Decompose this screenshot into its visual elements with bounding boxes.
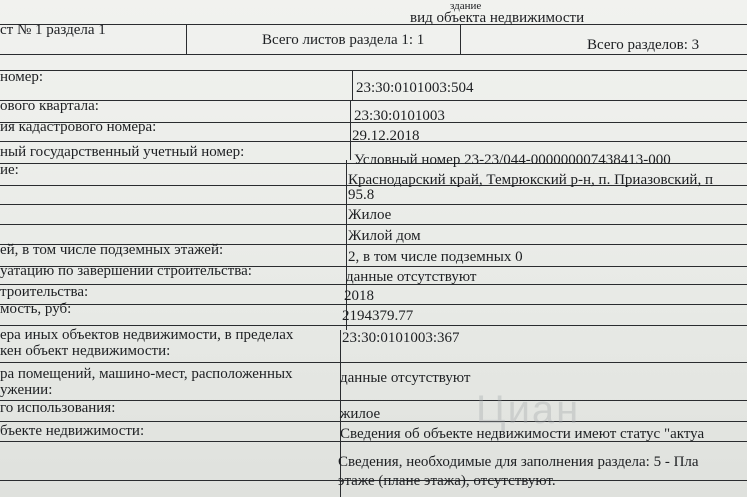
row-label: ный государственный учетный номер:: [0, 144, 245, 160]
row-label-line: ра помещений, машино-мест, расположенных: [0, 366, 293, 382]
purpose-value: Жилое: [348, 207, 392, 223]
header-top-fragment: здание: [450, 0, 482, 12]
cadastral-number-value: 23:30:0101003:504: [356, 80, 474, 96]
row-label: номер:: [0, 69, 44, 85]
section-info-line: этаже (плане этажа), отсутствуют.: [338, 473, 556, 489]
address-value: Краснодарский край, Темрюкский р-н, п. Приазовский, п: [348, 172, 713, 188]
construction-year-value: 2018: [344, 288, 374, 304]
sheet-number: ст № 1 раздела 1: [0, 22, 106, 38]
rule: [0, 54, 747, 55]
status-value: Сведения об объекте недвижимости имеют статус "актуа: [340, 426, 705, 442]
watermark-logo: Циан: [476, 388, 581, 432]
total-sheets: Всего листов раздела 1: 1: [262, 32, 425, 48]
object-type-title: вид объекта недвижимости: [410, 10, 585, 26]
rule: [350, 100, 351, 160]
section-info-line: Сведения, необходимые для заполнения раздела: 5 - Пла: [338, 454, 699, 470]
row-label-line: ужении:: [0, 382, 53, 398]
row-label-line: кен объект недвижимости:: [0, 343, 171, 359]
rule: [0, 24, 747, 25]
rule: [0, 70, 747, 71]
rule: [0, 362, 747, 363]
commissioning-year-value: данные отсутствуют: [346, 269, 477, 285]
area-value: 95.8: [348, 187, 375, 203]
parent-objects-value: 23:30:0101003:367: [342, 330, 460, 346]
total-sections: Всего разделов: 3: [587, 37, 700, 53]
floors-value: 2, в том числе подземных 0: [348, 249, 523, 265]
row-label: мость, руб:: [0, 301, 72, 317]
rule: [460, 24, 461, 54]
row-label-line: ера иных объектов недвижимости, в пределах: [0, 327, 294, 343]
cadastral-cost-value: 2194379.77: [342, 308, 414, 324]
row-label: уатацию по завершении строительства:: [0, 263, 252, 279]
row-label: ия кадастрового номера:: [0, 119, 157, 135]
rule: [0, 100, 747, 101]
row-label: го использования:: [0, 400, 116, 416]
assignment-date-value: 29.12.2018: [352, 128, 420, 144]
rule: [0, 204, 747, 205]
use-type-value: жилое: [340, 406, 381, 422]
row-label: ие:: [0, 162, 19, 178]
rule: [0, 224, 747, 225]
row-label: ового квартала:: [0, 98, 99, 114]
rule: [186, 24, 187, 54]
previous-number-value: Условный номер 23-23/044-000000007438413-000: [354, 152, 671, 168]
rule: [352, 70, 353, 100]
premises-value: данные отсутствуют: [340, 370, 471, 386]
name-value: Жилой дом: [348, 228, 421, 244]
row-label: ей, в том числе подземных этажей:: [0, 242, 224, 258]
row-label: троительства:: [0, 284, 89, 300]
cadastral-quarter-value: 23:30:0101003: [354, 108, 445, 124]
rule: [0, 325, 747, 326]
row-label: бъекте недвижимости:: [0, 423, 145, 439]
